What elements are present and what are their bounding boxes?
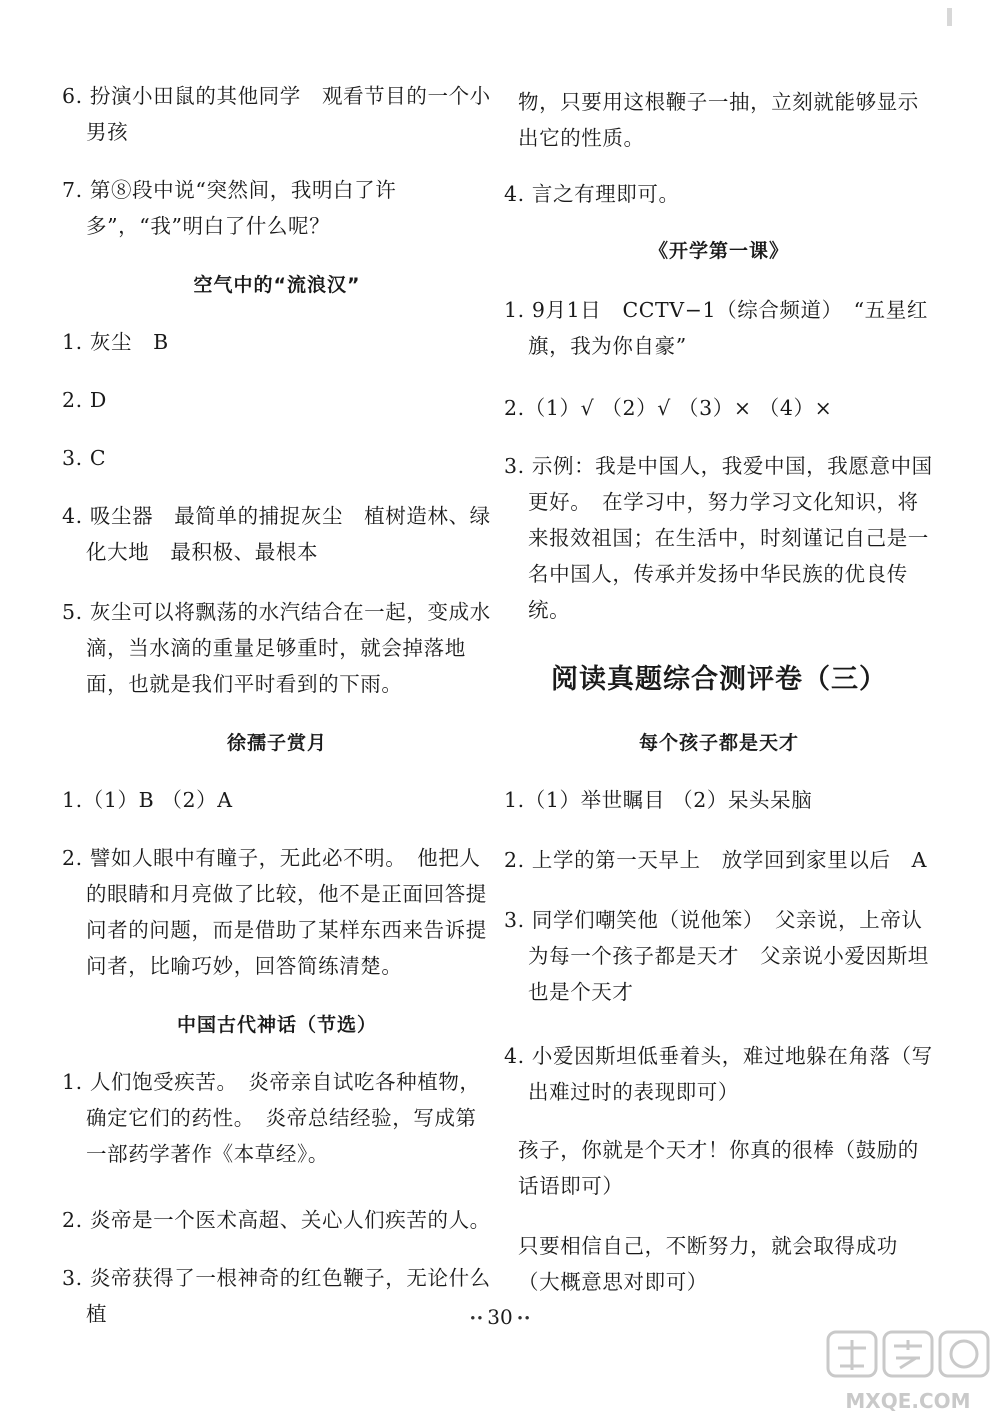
- lesson-answer-2: 2.（1）√ （2）√ （3）× （4）×: [504, 396, 833, 420]
- xu-answer-2: 2. 譬如人眼中有瞳子，无此必不明。 他把人的眼睛和月亮做了比较，他不是正面回答提问者的问题，而是借助了某样东西来告诉提问者，比喻巧妙，回答简练清楚。: [62, 846, 487, 978]
- air-answer-1: 1. 灰尘 B: [62, 330, 169, 354]
- svg-text:MXQE.COM: MXQE.COM: [845, 1389, 971, 1413]
- myth-answer-3-continued: 物，只要用这根鞭子一抽，立刻就能够显示出它的性质。: [518, 90, 919, 150]
- section-title-air-wanderer: 空气中的“流浪汉”: [193, 274, 361, 296]
- air-answer-5: 5. 灰尘可以将飘荡的水汽结合在一起，变成水滴，当水滴的重量足够重时，就会掉落地面，也就是我们平时看到的下雨。: [62, 600, 491, 696]
- corner-mark: [947, 8, 952, 26]
- myth-answer-4: 4. 言之有理即可。: [504, 182, 680, 206]
- air-answer-2: 2. D: [62, 388, 107, 412]
- watermark-logo: [824, 1328, 992, 1420]
- page-number-dots-right: ••: [512, 1311, 531, 1326]
- page-number: 30: [487, 1305, 513, 1329]
- genius-answer-1: 1.（1）举世瞩目 （2）呆头呆脑: [504, 788, 813, 812]
- answer-7: 7. 第⑧段中说“突然间，我明白了许多”，“我”明白了什么呢？: [62, 178, 397, 238]
- answer-6: 6. 扮演小田鼠的其他同学 观看节目的一个小男孩: [62, 84, 491, 144]
- genius-answer-3: 3. 同学们嘲笑他（说他笨） 父亲说，上帝认为每一个孩子都是天才 父亲说小爱因斯坦也是个天才: [504, 908, 929, 1004]
- air-answer-4: 4. 吸尘器 最简单的捕捉灰尘 植树造林、绿化大地 最积极、最根本: [62, 504, 491, 564]
- lesson-answer-3: 3. 示例：我是中国人，我爱中国，我愿意中国更好。 在学习中，努力学习文化知识，将来报效祖国；在生活中，时刻谨记自己是一名中国人，传承并发扬中华民族的优良传统。: [504, 454, 933, 622]
- air-answer-3: 3. C: [62, 446, 107, 470]
- section-title-myths: 中国古代神话（节选）: [176, 1014, 377, 1036]
- myth-answer-3: 3. 炎帝获得了一根神奇的红色鞭子，无论什么植: [62, 1266, 491, 1326]
- myth-answer-1: 1. 人们饱受疾苦。 炎帝亲自试吃各种植物，确定它们的药性。 炎帝总结经验，写成第一部药学著作《本草经》。: [62, 1070, 481, 1166]
- test-paper-title: 阅读真题综合测评卷（三）: [551, 664, 887, 695]
- myth-answer-2: 2. 炎帝是一个医术高超、关心人们疾苦的人。: [62, 1208, 491, 1232]
- genius-answer-2: 2. 上学的第一天早上 放学回到家里以后 A: [504, 848, 928, 872]
- lesson-answer-1: 1. 9月1日 CCTV−1（综合频道） “五星红旗，我为你自豪”: [504, 298, 928, 358]
- genius-answer-4-part-2: 孩子，你就是个天才！你真的很棒（鼓励的话语即可）: [518, 1138, 919, 1198]
- xu-answer-1: 1.（1）B （2）A: [62, 788, 233, 812]
- section-title-first-lesson: 《开学第一课》: [648, 240, 789, 262]
- genius-answer-4-part-3: 只要相信自己，不断努力，就会取得成功（大概意思对即可）: [518, 1234, 898, 1294]
- section-title-genius: 每个孩子都是天才: [638, 732, 799, 754]
- genius-answer-4: 4. 小爱因斯坦低垂着头，难过地躲在角落（写出难过时的表现即可）: [504, 1044, 933, 1104]
- page-number-dots-left: ••: [469, 1311, 488, 1326]
- section-title-xu-ruzi: 徐孺子赏月: [226, 732, 327, 754]
